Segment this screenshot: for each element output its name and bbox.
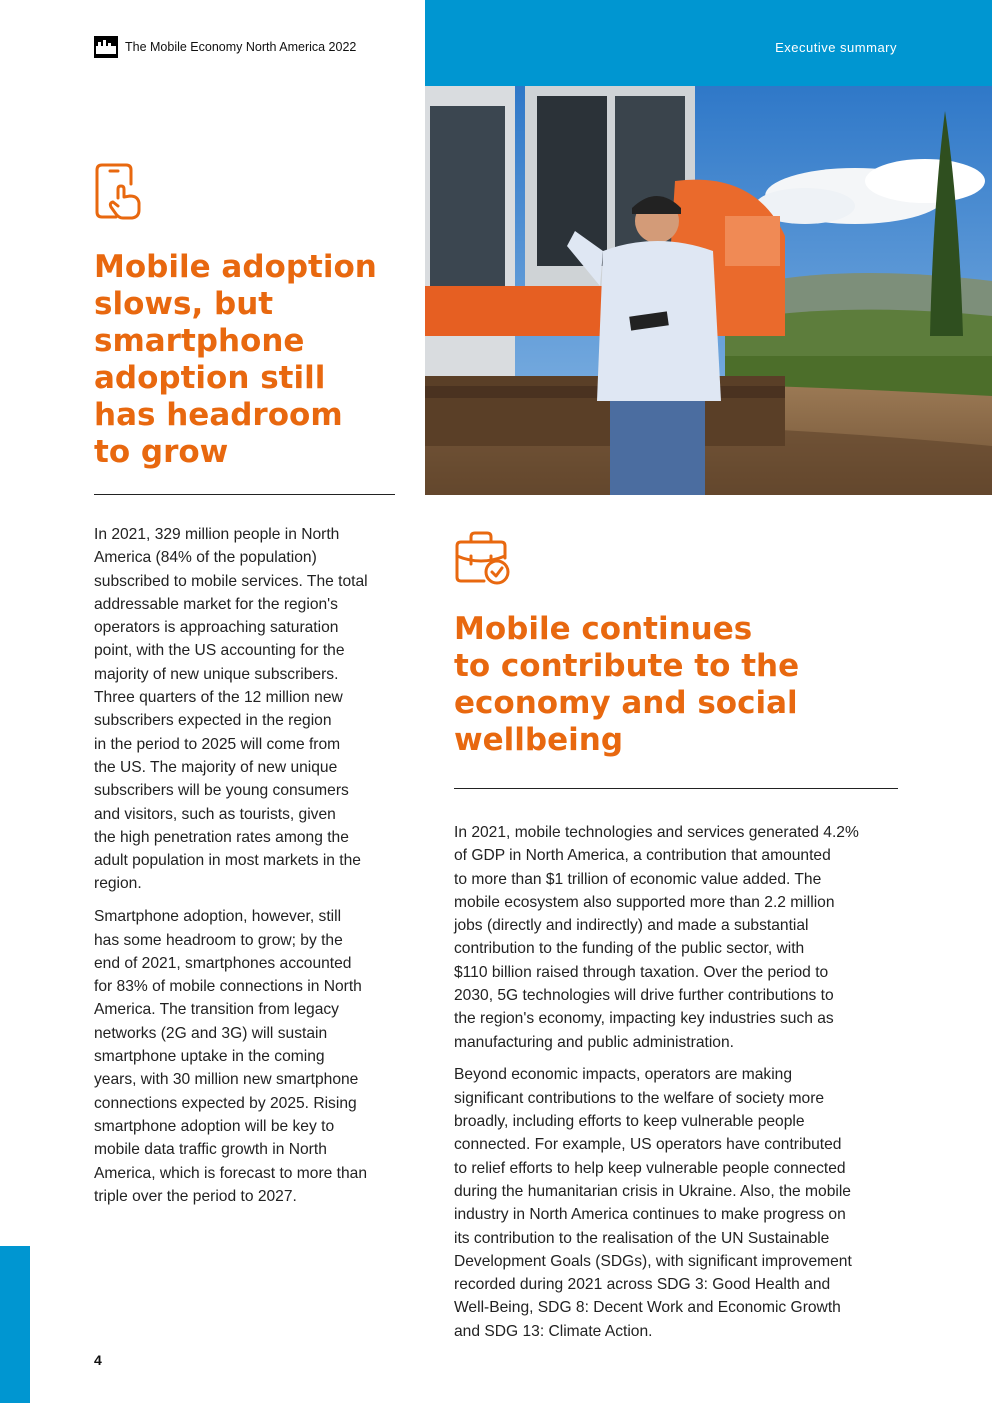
page-number: 4: [94, 1352, 102, 1368]
header-color-band: [425, 0, 992, 86]
right-body-text: [454, 821, 899, 1353]
left-section-heading: Mobile adoption slows, but smartphone adoption still has headroom to grow: [94, 249, 377, 470]
right-divider: [454, 788, 898, 789]
section-label: Executive summary: [775, 40, 897, 55]
left-body-text: [94, 523, 394, 1218]
right-section-heading: Mobile continues to contribute to the economy and social wellbeing: [454, 611, 800, 758]
farmer-with-tablet-photo: [425, 86, 992, 495]
left-divider: [94, 494, 395, 495]
left-paragraph: In 2021, 329 million people in North America (84% of the population) subscribed to mobile services. The total addressable market for the region's operators is approaching saturation point, with the US accounting for the majority of new unique subscribers. Three quarters of the 12 million new subscribers expected in the region in the period to 2025 will come from the US. The majority of new unique subscribers will be young consumers and visitors, such as tourists, given the high penetration rates among the adult population in most markets in the region.: [94, 526, 368, 893]
gsma-logo-icon: [94, 36, 118, 58]
left-paragraph: Smartphone adoption, however, still has some headroom to grow; by the end of 2021, smartphones accounted for 83% of mobile connections in North America. The transition from legacy networks (2G and 3G) will sustain smartphone uptake in the coming years, with 30 million new smartphone connections expected by 2025. Rising smartphone adoption will be key to mobile data traffic growth in North America, which is forecast to more than triple over the period to 2027.: [94, 908, 367, 1205]
right-paragraph: Beyond economic impacts, operators are making significant contributions to the welfare of society more broadly, including efforts to keep vulnerable people connected. For example, US operators have contributed to relief efforts to help keep vulnerable people connected during the humanitarian crisis in Ukraine. Also, the mobile industry in North America continues to make progress on its contribution to the realisation of the UN Sustainable Development Goals (SDGs), with significant improvement recorded during 2021 across SDG 3: Good Health and Well-Being, SDG 8: Decent Work and Economic Growth and SDG 13: Climate Action.: [454, 1066, 852, 1340]
phone-tap-icon: [94, 162, 144, 227]
report-header: [94, 36, 356, 58]
report-title: The Mobile Economy North America 2022: [125, 40, 357, 54]
right-paragraph: In 2021, mobile technologies and services generated 4.2% of GDP in North America, a contribution that amounted to more than $1 trillion of economic value added. The mobile ecosystem also supported more than 2.2 million jobs (directly and indirectly) and made a substantial contribution to the funding of the public sector, with $110 billion raised through taxation. Over the period to 2030, 5G technologies will drive further contributions to the region's economy, impacting key industries such as manufacturing and public administration.: [454, 824, 859, 1051]
briefcase-check-icon: [454, 530, 512, 591]
left-accent-bar: [0, 1246, 30, 1403]
